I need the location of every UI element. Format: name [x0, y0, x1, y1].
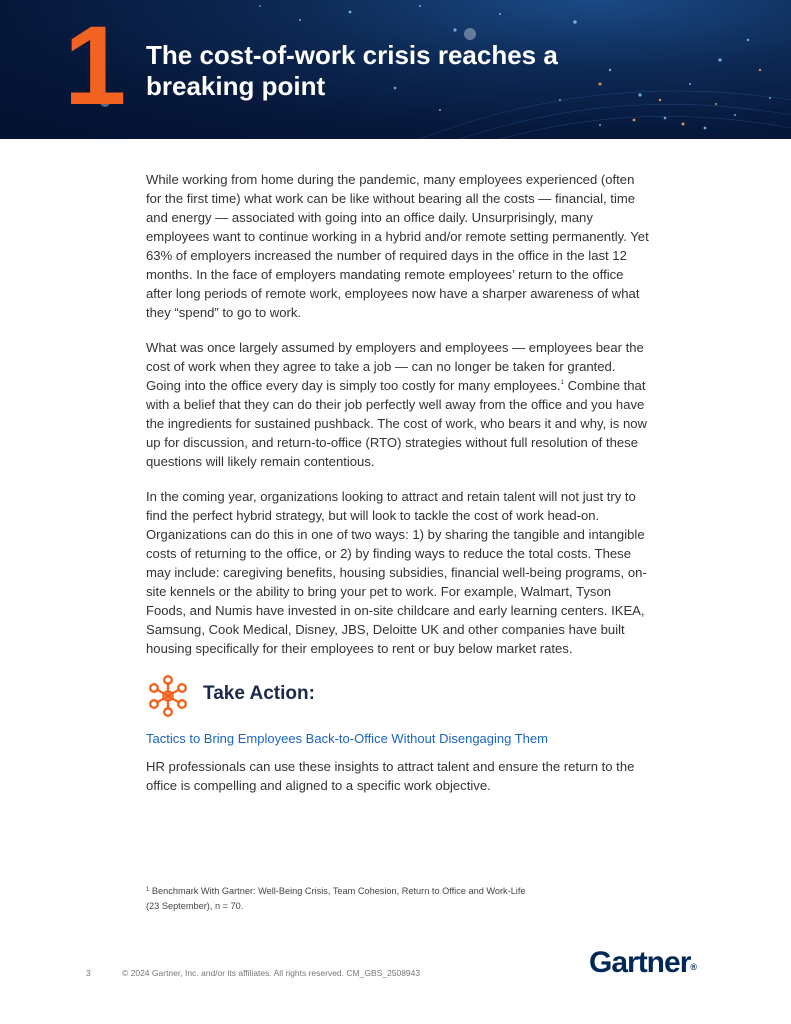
paragraph-2-before: What was once largely assumed by employers and employees — employees bear the cost of work when they agree to take a job — can no longer be taken for granted. Going into the office every day is simply too costly for many employees. — [146, 340, 644, 393]
page-title — [146, 40, 706, 102]
footnote-line-2: (23 September), n = 70. — [146, 901, 244, 911]
hr-description: HR professionals can use these insights to attract talent and ensure the return to the office is compelling and aligned to a specific work objective. — [146, 759, 635, 793]
network-nodes-icon — [146, 674, 190, 718]
copyright: © 2024 Gartner, Inc. and/or its affiliates. All rights reserved. CM_GBS_2508943 — [122, 968, 421, 978]
body-text — [146, 170, 651, 674]
paragraph-1: While working from home during the pandemic, many employees experienced (often for the first time) what work can be like without bearing all the costs — financial, time and energy — associated with going into an office daily. Unsurprisingly, many employees want to continue working in a hybrid and/or remote setting permanently. Yet 63% of employers increased the number of required days in the office in the last 12 months. In the face of employers mandating remote employees’ return to the office after long periods of remote work, employees now have a sharper awareness of what they “spend” to go to work. — [146, 172, 649, 320]
header-banner — [0, 0, 791, 139]
tactics-link[interactable]: Tactics to Bring Employees Back-to-Office Without Disengaging Them — [146, 731, 548, 746]
gartner-logo — [589, 946, 697, 980]
footnote-line-1 — [146, 884, 626, 899]
section-number: 1 — [64, 3, 123, 128]
logo-text: Gartner — [589, 946, 691, 979]
paragraph-2 — [146, 338, 651, 471]
footnote — [146, 884, 626, 914]
paragraph-3: In the coming year, organizations looking to attract and retain talent will not just try to find the perfect hybrid strategy, but will look to tackle the cost of work head-on. Organizations can do this in one of two ways: 1) by sharing the tangible and intangible costs of returning to the office, or 2) by finding ways to reduce the total costs. These may include: caregiving benefits, housing subsidies, financial well-being programs, on-site kennels or the ability to bring your pet to work. For example, Walmart, Tyson Foods, and Numis have invested in on-site childcare and early learning centers. IKEA, Samsung, Cook Medical, Disney, JBS, Deloitte UK and other companies have built housing specifically for their employees to rent or buy below market rates. — [146, 489, 647, 656]
footnote-marker: 1 — [146, 887, 150, 893]
footnote-text-1: Benchmark With Gartner: Well-Being Crisis, Team Cohesion, Return to Office and Work-Life — [151, 886, 526, 896]
take-action-heading — [146, 674, 646, 718]
logo-registered-mark: ® — [690, 962, 698, 972]
title-line-1: The cost-of-work crisis reaches a — [146, 40, 558, 70]
paragraph-2-after: Combine that with a belief that they can do their job perfectly well away from the office and you have the ingredients for sustained pushback. The cost of work, who bears it and why, is now up for discussion, and return-to-office (RTO) strategies without full resolution of these questions will likely remain contentious. — [146, 378, 647, 469]
title-line-2: breaking point — [146, 71, 326, 101]
footnote-ref: 1 — [560, 380, 564, 386]
take-action-label: Take Action: — [203, 683, 315, 704]
page-number: 3 — [86, 968, 91, 978]
